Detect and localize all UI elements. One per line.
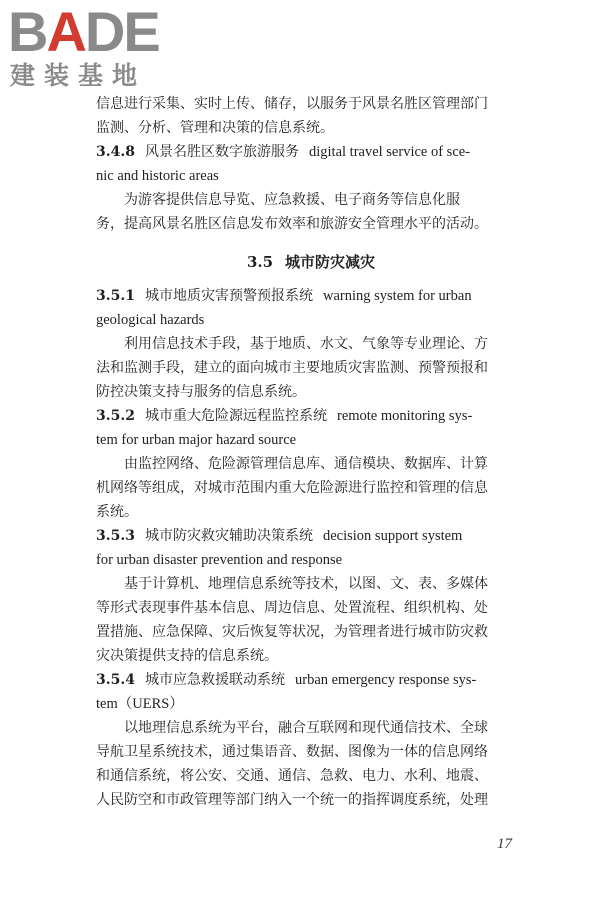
entry-353-body-4: 灾决策提供支持的信息系统。 [96, 648, 278, 664]
entry-348-title-en-cont: nic and historic areas [96, 168, 219, 184]
entry-353-title-en: decision support system [322, 528, 463, 544]
entry-353-number: 3.5.3 [96, 528, 135, 544]
entry-353-body-3: 置措施、应急保障、灾后恢复等状况，为管理者进行城市防灾救 [96, 624, 488, 640]
section-number: 3.5 [246, 253, 274, 271]
entry-348-title-cn: 风景名胜区数字旅游服务 [144, 144, 299, 160]
entry-353-body-2: 等形式表现事件基本信息、周边信息、处置流程、组织机构、处 [96, 600, 488, 616]
bade-logo [8, 0, 178, 92]
entry-348-number: 3.4.8 [96, 144, 135, 160]
intro-line-1: 信息进行采集、实时上传、储存，以服务于风景名胜区管理部门 [96, 96, 488, 112]
page-number: 17 [497, 836, 512, 852]
entry-352-title-cn: 城市重大危险源远程监控系统 [144, 408, 327, 424]
section-title: 城市防灾减灾 [285, 253, 376, 271]
logo-wordmark: BADE [8, 0, 159, 63]
entry-351-body-2: 法和监测手段，建立的面向城市主要地质灾害监测、预警预报和 [96, 360, 488, 376]
entry-351-title-en: warning system for urban [322, 288, 472, 304]
entry-354-body-3: 和通信系统，将公安、交通、通信、急救、电力、水利、地震、 [96, 768, 488, 784]
page-content [96, 92, 526, 812]
entry-348-body-1: 为游客提供信息导览、应急救援、电子商务等信息化服 [124, 192, 460, 208]
entry-353-title-cn: 城市防灾救灾辅助决策系统 [144, 528, 313, 544]
entry-351-title-cn: 城市地质灾害预警预报系统 [144, 288, 313, 304]
entry-354-heading [96, 668, 526, 692]
entry-352-heading [96, 404, 526, 428]
entry-354-body-2: 导航卫星系统技术，通过集语音、数据、图像为一体的信息网络 [96, 744, 488, 760]
entry-353-heading [96, 524, 526, 548]
logo-subtitle: 建装基地 [10, 61, 147, 90]
entry-354-number: 3.5.4 [96, 672, 135, 688]
entry-351-body-1: 利用信息技术手段，基于地质、水文、气象等专业理论、方 [124, 336, 488, 352]
entry-353-body-1: 基于计算机、地理信息系统等技术，以图、文、表、多媒体 [124, 576, 488, 592]
entry-351-number: 3.5.1 [96, 288, 135, 304]
entry-351-heading [96, 284, 526, 308]
entry-352-title-en: remote monitoring sys- [336, 408, 473, 424]
entry-352-body-3: 系统。 [96, 504, 138, 520]
entry-348-heading [96, 140, 526, 164]
intro-line-2: 监测、分析、管理和决策的信息系统。 [96, 120, 334, 136]
entry-354-body-4: 人民防空和市政管理等部门纳入一个统一的指挥调度系统，处理 [96, 792, 488, 808]
entry-354-title-en-cont: tem（UERS） [96, 696, 184, 712]
entry-348-title-en: digital travel service of sce- [308, 144, 471, 160]
section-heading [96, 240, 526, 284]
entry-352-number: 3.5.2 [96, 408, 135, 424]
entry-351-body-3: 防控决策支持与服务的信息系统。 [96, 384, 306, 400]
entry-351-title-en-cont: geological hazards [96, 312, 205, 328]
entry-352-body-2: 机网络等组成，对城市范围内重大危险源进行监控和管理的信息 [96, 480, 488, 496]
entry-352-body-1: 由监控网络、危险源管理信息库、通信模块、数据库、计算 [124, 456, 488, 472]
entry-353-title-en-cont: for urban disaster prevention and response [96, 552, 343, 568]
entry-354-title-en: urban emergency response sys- [294, 672, 477, 688]
entry-354-title-cn: 城市应急救援联动系统 [144, 672, 285, 688]
entry-354-body-1: 以地理信息系统为平台，融合互联网和现代通信技术、全球 [124, 720, 488, 736]
entry-352-title-en-cont: tem for urban major hazard source [96, 432, 297, 448]
entry-348-body-2: 务，提高风景名胜区信息发布效率和旅游安全管理水平的活动。 [96, 216, 488, 232]
